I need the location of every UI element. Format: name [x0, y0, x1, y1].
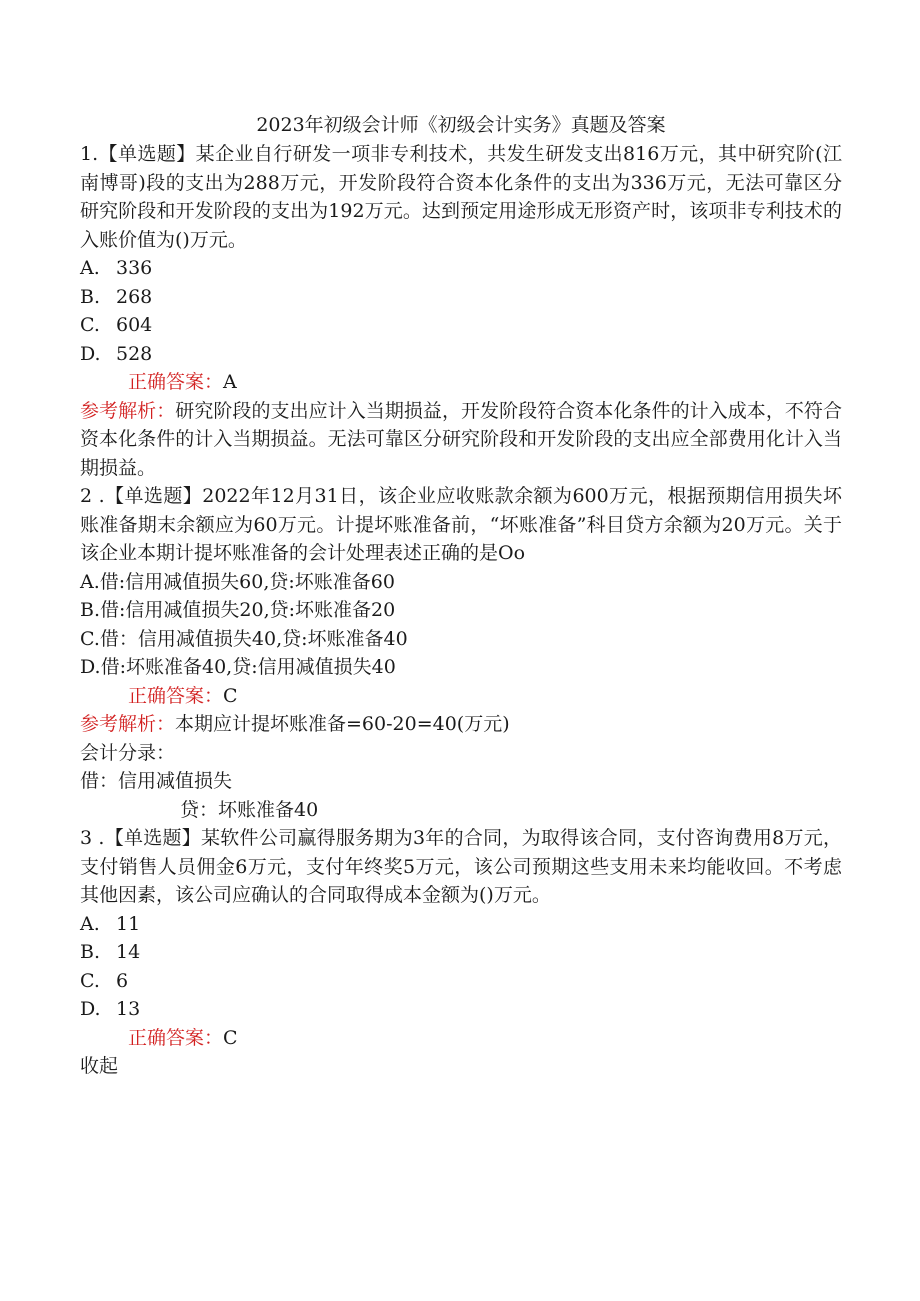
- option-letter: C.: [80, 969, 100, 992]
- entry-credit: 贷：坏账准备40: [180, 798, 319, 821]
- option-text: 336: [116, 257, 153, 279]
- option-text: 268: [116, 285, 153, 308]
- option-letter: C.: [80, 314, 100, 336]
- question-3: [80, 824, 842, 1052]
- option-c: [80, 311, 842, 340]
- option-b: B.借:信用减值损失20,贷:坏账准备20: [80, 599, 396, 621]
- option-text: 604: [116, 314, 153, 336]
- answer-label: 正确答案：: [128, 1026, 224, 1049]
- option-d: D.借:坏账准备40,贷:信用减值损失40: [80, 656, 396, 678]
- option-letter: B.: [80, 941, 101, 963]
- document-page: [80, 110, 842, 1081]
- analysis: [80, 397, 842, 483]
- collapse-link[interactable]: 收起: [80, 1055, 119, 1077]
- option-a: [80, 254, 842, 283]
- option-letter: A.: [80, 257, 100, 279]
- entry-title: 会计分录：: [80, 741, 176, 764]
- question-stem: 3 .【单选题】某软件公司赢得服务期为3年的合同，为取得该合同，支付咨询费用8万元，支付销售人员佣金6万元，支付年终奖5万元，该公司预期这些支用未来均能收回。不考虑其他因素，该公司应确认的合同取得成本金额为()万元。: [80, 827, 842, 906]
- answer-label: 正确答案：: [128, 684, 224, 707]
- option-letter: D.: [80, 998, 101, 1020]
- option-text: 528: [116, 342, 153, 365]
- document-title: 2023年初级会计师《初级会计实务》真题及答案: [256, 114, 666, 136]
- correct-answer: [80, 682, 842, 711]
- answer-value: A: [223, 371, 237, 393]
- option-b: [80, 283, 842, 312]
- analysis-text: 本期应计提坏账准备=60-20=40(万元): [175, 713, 510, 735]
- option-text: 13: [116, 998, 141, 1020]
- option-text: 14: [116, 941, 141, 963]
- correct-answer: [80, 1024, 842, 1053]
- answer-value: C: [223, 684, 238, 707]
- option-a: [80, 910, 842, 939]
- question-stem: 2 .【单选题】2022年12月31日，该企业应收账款余额为600万元，根据预期信用损失坏账准备期末余额应为60万元。计提坏账准备前，“坏账准备”科目贷方余额为20万元。关于该企业本期计提坏账准备的会计处理表述正确的是Oo: [80, 485, 842, 564]
- option-a: A.借:信用减值损失60,贷:坏账准备60: [80, 570, 395, 593]
- correct-answer: [80, 368, 842, 397]
- option-letter: A.: [80, 912, 100, 935]
- option-c: C.借：信用减值损失40,贷:坏账准备40: [80, 627, 408, 650]
- question-2: [80, 482, 842, 824]
- analysis-label: 参考解析：: [80, 399, 176, 422]
- option-text: 11: [116, 912, 141, 935]
- option-d: [80, 340, 842, 369]
- option-c: [80, 967, 842, 996]
- entry-debit: 借：信用减值损失: [80, 770, 233, 792]
- option-b: [80, 938, 842, 967]
- question-stem: 1.【单选题】某企业自行研发一项非专利技术，共发生研发支出816万元，其中研究阶(江南博哥)段的支出为288万元，开发阶段符合资本化条件的支出为336万元，无法可靠区分研究阶段和开发阶段的支出为192万元。达到预定用途形成无形资产时，该项非专利技术的入账价值为()万元。: [80, 143, 842, 251]
- option-letter: D.: [80, 342, 101, 365]
- answer-value: C: [223, 1026, 238, 1049]
- answer-label: 正确答案：: [128, 371, 224, 393]
- option-text: 6: [116, 969, 129, 992]
- option-letter: B.: [80, 285, 101, 308]
- analysis-label: 参考解析：: [80, 713, 176, 735]
- question-1: [80, 140, 842, 482]
- analysis: [80, 710, 842, 739]
- analysis-text: 研究阶段的支出应计入当期损益，开发阶段符合资本化条件的计入成本，不符合资本化条件的计入当期损益。无法可靠区分研究阶段和开发阶段的支出应全部费用化计入当期损益。: [80, 399, 842, 479]
- option-d: [80, 995, 842, 1024]
